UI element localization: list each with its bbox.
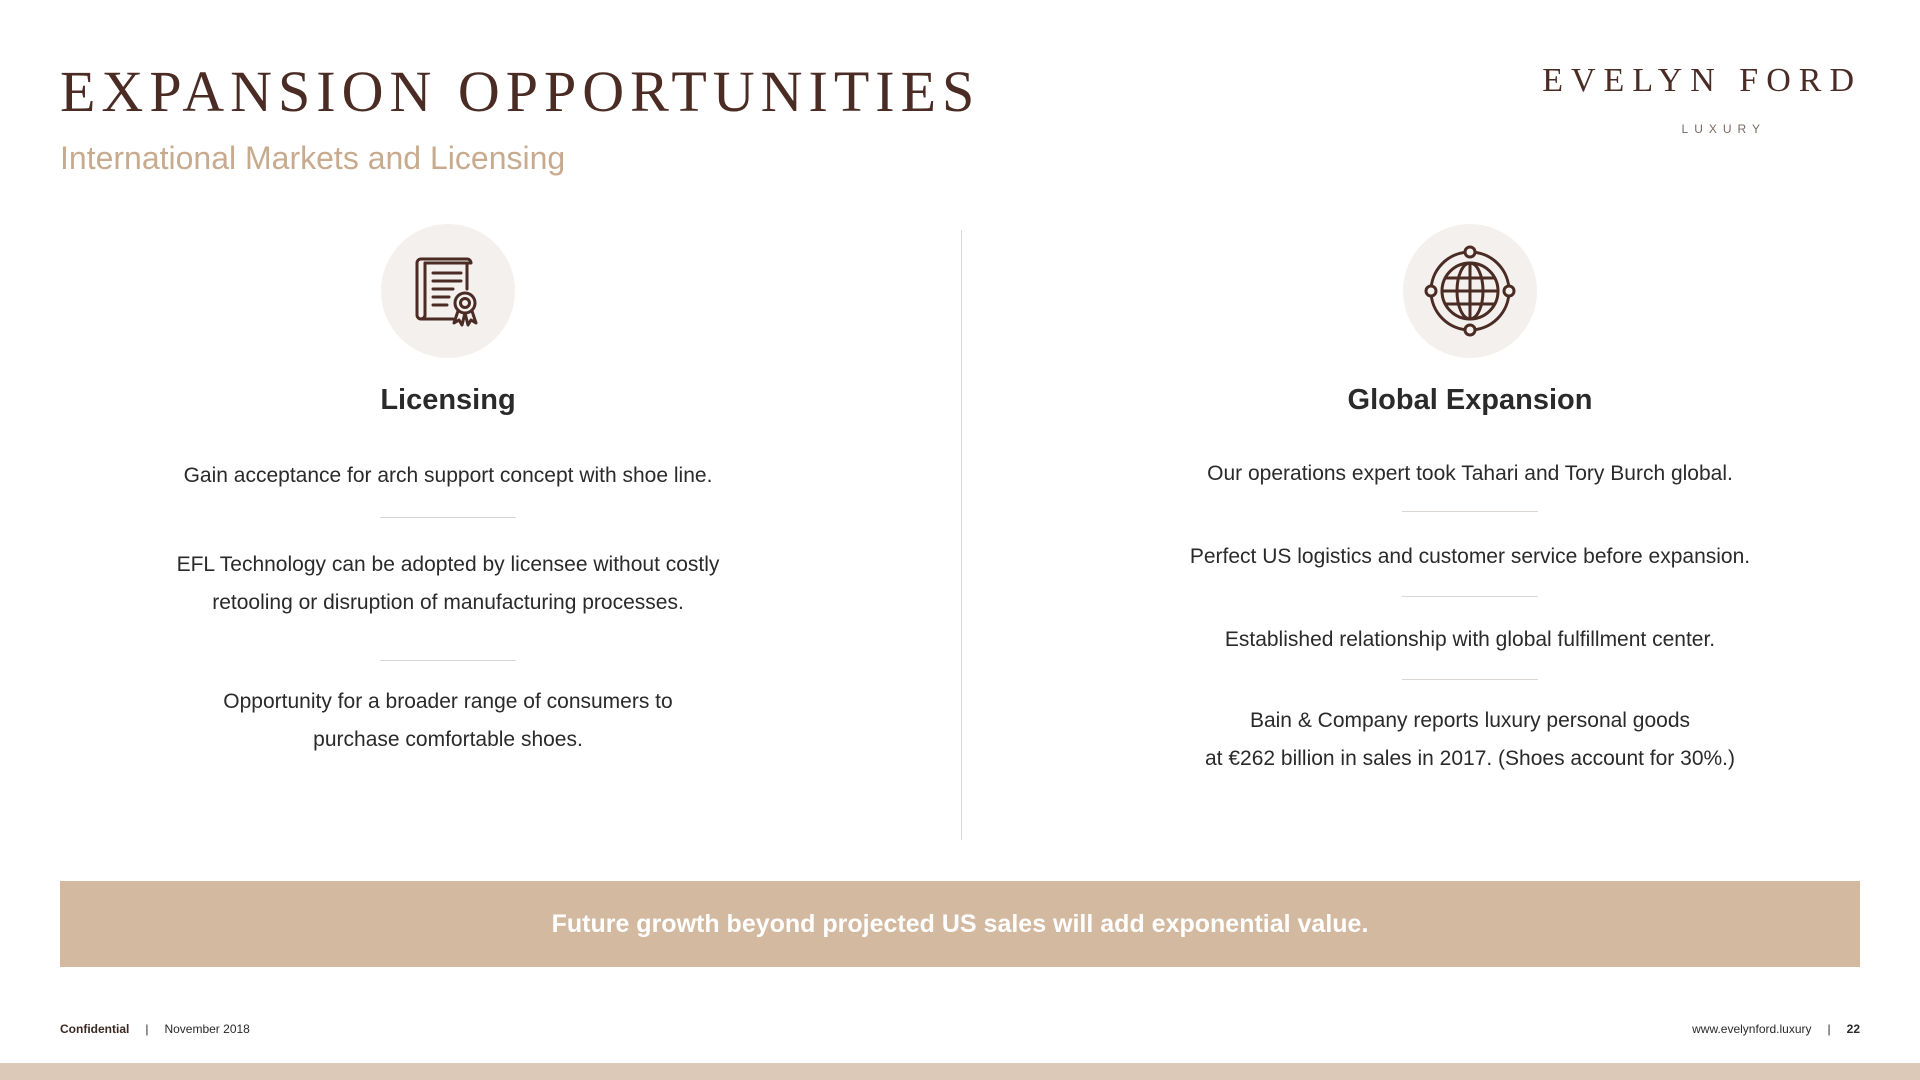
column-divider [961,230,962,840]
licensing-title: Licensing [380,384,516,416]
item-separator [380,517,516,518]
list-item-text: Perfect US logistics and customer service before expansion. [1189,545,1751,568]
footer-date: November 2018 [164,1022,250,1036]
banner-text: Future growth beyond projected US sales will add exponential value. [551,909,1369,938]
brand-logo [1542,62,1862,136]
footer-left [60,1022,250,1036]
item-separator [380,660,516,661]
page-title: EXPANSION OPPORTUNITIES [60,59,981,124]
footer-right [1692,1022,1860,1036]
summary-banner [60,881,1860,967]
licensing-list [58,457,838,759]
list-item [1080,455,1860,493]
item-separator [1402,679,1538,680]
page-number: 22 [1846,1022,1860,1036]
global-expansion-section [1080,224,1860,778]
confidential-label: Confidential [60,1022,130,1036]
brand-tagline: LUXURY [1681,122,1766,136]
item-separator [1402,596,1538,597]
list-item [58,457,838,495]
brand-name: EVELYN FORD [1542,62,1862,99]
list-item-text: purchase comfortable shoes. [313,728,583,751]
licensing-section [58,224,838,759]
list-item-text: retooling or disruption of manufacturing processes. [212,591,684,614]
global-expansion-list [1080,455,1860,778]
global-icon-badge [1403,224,1537,358]
footer-website-link[interactable]: www.evelynford.luxury [1692,1022,1812,1036]
list-item [58,683,838,759]
footer-separator: | [145,1022,149,1036]
list-item [1080,538,1860,576]
page-subtitle: International Markets and Licensing [60,140,566,176]
list-item-text: EFL Technology can be adopted by licensee without costly [176,553,720,576]
licensing-icon-badge [381,224,515,358]
globe-network-icon [1424,245,1516,337]
list-item-text: Established relationship with global fulfillment center. [1224,628,1716,651]
list-item-text: Gain acceptance for arch support concept with shoe line. [183,464,713,487]
item-separator [1402,511,1538,512]
list-item [1080,621,1860,659]
list-item-text: Our operations expert took Tahari and Tory Burch global. [1207,462,1733,485]
list-item-text: Opportunity for a broader range of consumers to [223,690,673,713]
global-expansion-title: Global Expansion [1347,384,1593,416]
bottom-accent-bar [0,1063,1920,1080]
list-item-text: Bain & Company reports luxury personal goods [1249,709,1691,732]
list-item [58,546,838,622]
list-item-text: at €262 billion in sales in 2017. (Shoes account for 30%.) [1205,747,1735,770]
footer-separator: | [1827,1022,1831,1036]
certificate-icon [413,253,483,329]
list-item [1080,702,1860,778]
